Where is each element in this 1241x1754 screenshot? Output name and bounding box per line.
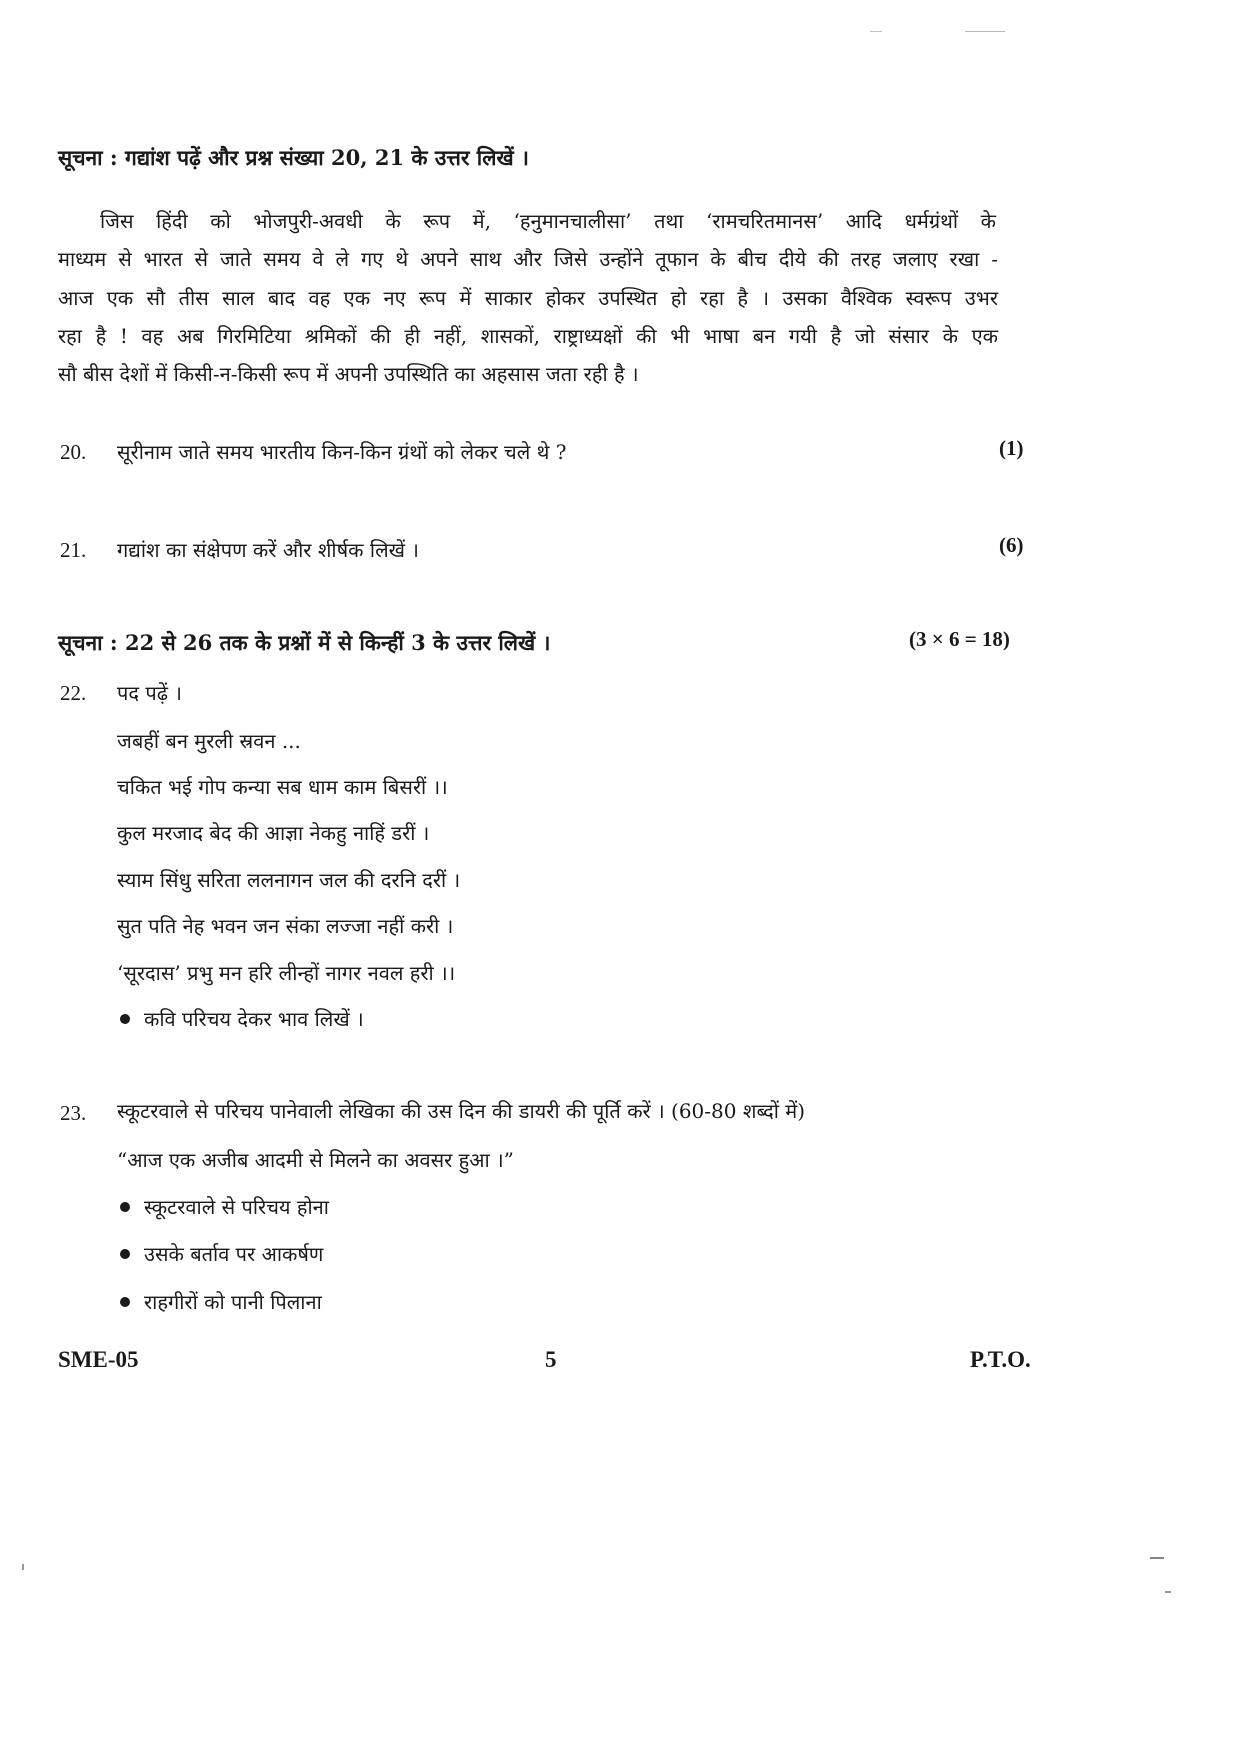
verse-line: ‘सूरदास’ प्रभु मन हरि लीन्हों नागर नवल हरी ।।	[117, 961, 456, 985]
bullet-text: उसके बर्ताव पर आकर्षण	[144, 1242, 324, 1266]
verse-line: कुल मरजाद बेद की आज्ञा नेकहु नाहिं डरीं ।	[117, 821, 430, 845]
verse-line: चकित भई गोप कन्या सब धाम काम बिसरीं ।।	[117, 775, 448, 799]
bullet-icon	[120, 1202, 130, 1212]
notice-passage-instruction: सूचना : गद्यांश पढ़ें और प्रश्न संख्या 20, 21 के उत्तर लिखें ।	[58, 145, 529, 170]
bullet-item	[120, 1288, 322, 1315]
scan-mark	[965, 31, 1005, 32]
passage-line: आज एक सौ तीस साल बाद वह एक नए रूप में साकार होकर उपस्थित हो रहा है । उसका वैश्विक स्वरूप उभर	[58, 286, 998, 310]
notice-choice-instruction: सूचना : 22 से 26 तक के प्रश्नों में से किन्हीं 3 के उत्तर लिखें ।	[58, 630, 551, 655]
bullet-icon	[120, 1014, 130, 1024]
paper-code: SME-05	[58, 1347, 139, 1372]
section-marks: (3 × 6 = 18)	[909, 627, 1010, 651]
question-text: गद्यांश का संक्षेपण करें और शीर्षक लिखें ।	[117, 538, 419, 562]
scan-mark	[870, 31, 882, 32]
question-number: 23.	[60, 1101, 87, 1125]
bullet-text: कवि परिचय देकर भाव लिखें ।	[144, 1007, 364, 1031]
bullet-item	[120, 1240, 323, 1267]
diary-opening-quote: “आज एक अजीब आदमी से मिलने का अवसर हुआ ।”	[117, 1148, 514, 1172]
bullet-icon	[120, 1249, 130, 1259]
passage-line: जिस हिंदी को भोजपुरी-अवधी के रूप में, ‘हनुमानचालीसा’ तथा ‘रामचरितमानस’ आदि धर्मग्रंथों के	[100, 209, 996, 233]
question-text: सूरीनाम जाते समय भारतीय किन-किन ग्रंथों को लेकर चले थे ?	[117, 440, 567, 464]
scan-mark	[22, 1564, 24, 1570]
passage-line: रहा है ! वह अब गिरमिटिया श्रमिकों की ही नहीं, शासकों, राष्ट्राध्यक्षों की भी भाषा बन गयी है जो संसार के एक	[58, 324, 998, 348]
verse-line: जबहीं बन मुरली स्रवन ...	[117, 729, 301, 753]
bullet-text: स्कूटरवाले से परिचय होना	[144, 1195, 329, 1219]
question-number: 22.	[60, 681, 87, 705]
bullet-text: राहगीरों को पानी पिलाना	[144, 1290, 322, 1314]
question-number: 21.	[60, 538, 87, 562]
scan-mark	[1150, 1557, 1164, 1559]
verse-line: सुत पति नेह भवन जन संका लज्जा नहीं करी ।	[117, 914, 454, 938]
bullet-icon	[120, 1297, 130, 1307]
passage-line: सौ बीस देशों में किसी-न-किसी रूप में अपनी उपस्थिति का अहसास जता रही है ।	[58, 362, 639, 386]
page-number: 5	[545, 1347, 557, 1372]
question-text: पद पढ़ें ।	[117, 681, 182, 705]
question-text: स्कूटरवाले से परिचय पानेवाली लेखिका की उस दिन की डायरी की पूर्ति करें । (60-80 शब्दों में)	[117, 1099, 806, 1123]
pto-label: P.T.O.	[970, 1347, 1031, 1372]
verse-line: स्याम सिंधु सरिता ललनागन जल की दरनि दरीं ।	[117, 868, 461, 892]
question-marks: (6)	[999, 533, 1024, 557]
question-number: 20.	[60, 440, 87, 464]
bullet-item	[120, 1193, 329, 1220]
passage-line: माध्यम से भारत से जाते समय वे ले गए थे अपने साथ और जिसे उन्होंने तूफान के बीच दीये की तरह जलाए रखा -	[58, 247, 998, 271]
question-marks: (1)	[999, 436, 1024, 460]
bullet-item	[120, 1005, 364, 1032]
scan-mark	[1165, 1591, 1171, 1593]
